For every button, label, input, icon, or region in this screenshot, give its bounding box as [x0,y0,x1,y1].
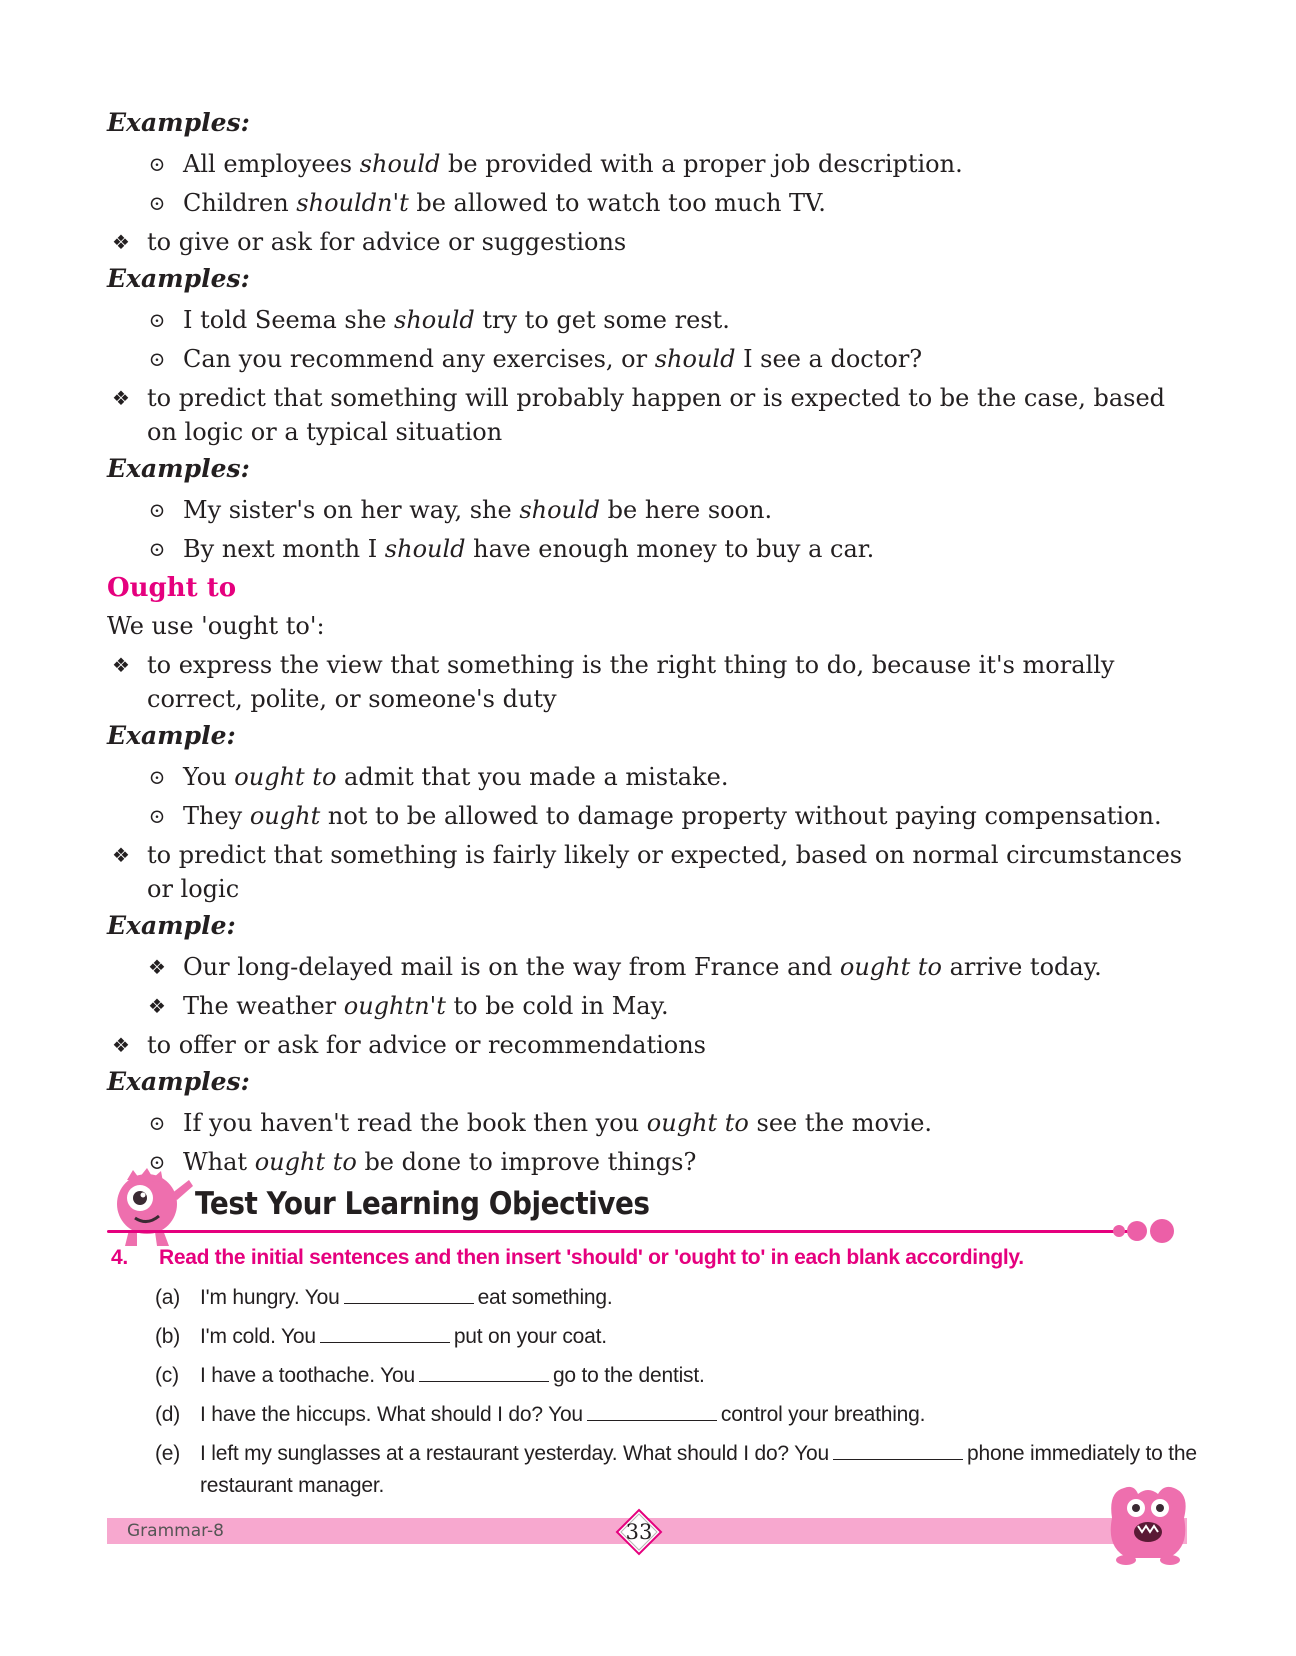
circle-bullet-icon: ⊙ [148,152,166,176]
circle-bullet-icon: ⊙ [148,804,166,828]
circle-bullet-icon: ⊙ [148,765,166,789]
circle-bullet-icon: ⊙ [148,498,166,522]
examples-heading: Examples: [107,108,250,137]
answer-blank[interactable] [320,1322,450,1343]
decor-dot [1127,1221,1147,1241]
exercise-item: (a) I'm hungry. You eat something. [107,1282,1207,1314]
pink-monster-icon [1104,1478,1192,1566]
examples-heading: Examples: [107,1067,250,1096]
item-label: (b) [155,1325,181,1348]
usage-bullet: ❖ to predict that something will probably happen or is expected to be the case, based on logic or a typical situation [107,381,1202,449]
answer-blank[interactable] [833,1439,963,1460]
answer-blank[interactable] [419,1361,549,1382]
diamond-bullet-icon: ❖ [112,1033,130,1057]
divider-line [107,1230,1145,1233]
example-item: ⊙ Children shouldn't be allowed to watch too much TV. [107,186,1202,220]
test-section-title: Test Your Learning Objectives [195,1186,650,1222]
diamond-bullet-icon: ❖ [112,230,130,254]
item-label: (d) [155,1403,181,1426]
examples-heading: Examples: [107,454,250,483]
circle-bullet-icon: ⊙ [148,347,166,371]
exercise-item: (b) I'm cold. You put on your coat. [107,1321,1207,1353]
exercise-item: (c) I have a toothache. You go to the dentist. [107,1360,1207,1392]
pink-creature-icon [107,1168,197,1250]
example-item: ⊙ If you haven't read the book then you ought to see the movie. [107,1106,1202,1140]
diamond-bullet-icon: ❖ [148,955,166,979]
example-item: ⊙ I told Seema she should try to get some rest. [107,303,1202,337]
examples-heading: Example: [107,721,236,750]
circle-bullet-icon: ⊙ [148,191,166,215]
page-number: 33 [625,1520,653,1544]
example-item: ⊙ What ought to be done to improve things? [107,1145,1202,1179]
example-item: ⊙ By next month I should have enough money to buy a car. [107,532,1202,566]
item-label: (c) [155,1364,179,1387]
paragraph: We use 'ought to': [107,612,325,640]
example-item: ⊙ You ought to admit that you made a mistake. [107,760,1202,794]
item-label: (a) [155,1286,181,1309]
examples-heading: Examples: [107,264,250,293]
usage-bullet: ❖ to predict that something is fairly likely or expected, based on normal circumstances or logic [107,838,1202,906]
usage-bullet: ❖ to give or ask for advice or suggestions [107,225,1202,259]
diamond-bullet-icon: ❖ [148,994,166,1018]
question-items [107,1282,1207,1502]
item-label: (e) [155,1442,181,1465]
example-item: ⊙ My sister's on her way, she should be here soon. [107,493,1202,527]
example-item: ❖ Our long-delayed mail is on the way from France and ought to arrive today. [107,950,1202,984]
circle-bullet-icon: ⊙ [148,308,166,332]
decor-dot [1150,1219,1174,1243]
book-label: Grammar-8 [127,1521,224,1541]
example-item: ⊙ All employees should be provided with a proper job description. [107,147,1202,181]
answer-blank[interactable] [344,1283,474,1304]
section-heading: Ought to [107,573,237,603]
circle-bullet-icon: ⊙ [148,537,166,561]
page-number-badge [615,1508,663,1556]
main-content [107,108,1202,1184]
diamond-bullet-icon: ❖ [112,386,130,410]
question-block [107,1244,1207,1509]
answer-blank[interactable] [587,1400,717,1421]
circle-bullet-icon: ⊙ [148,1150,166,1174]
examples-heading: Example: [107,911,236,940]
diamond-bullet-icon: ❖ [112,653,130,677]
diamond-bullet-icon: ❖ [112,843,130,867]
decor-dot [1113,1225,1125,1237]
usage-bullet: ❖ to express the view that something is the right thing to do, because it's morally correct, polite, or someone's duty [107,648,1202,716]
example-item: ⊙ Can you recommend any exercises, or should I see a doctor? [107,342,1202,376]
example-item: ❖ The weather oughtn't to be cold in May. [107,989,1202,1023]
usage-bullet: ❖ to offer or ask for advice or recommendations [107,1028,1202,1062]
circle-bullet-icon: ⊙ [148,1111,166,1135]
question-number: 4. [111,1246,128,1269]
exercise-item: (e) I left my sunglasses at a restaurant yesterday. What should I do? You phone immediately to the restaurant manager. [107,1438,1207,1502]
exercise-item: (d) I have the hiccups. What should I do? You control your breathing. [107,1399,1207,1431]
example-item: ⊙ They ought not to be allowed to damage property without paying compensation. [107,799,1202,833]
test-your-learning-objectives-banner [107,1168,1197,1250]
question-instruction: 4. Read the initial sentences and then insert 'should' or 'ought to' in each blank accordingly. [107,1244,1207,1272]
